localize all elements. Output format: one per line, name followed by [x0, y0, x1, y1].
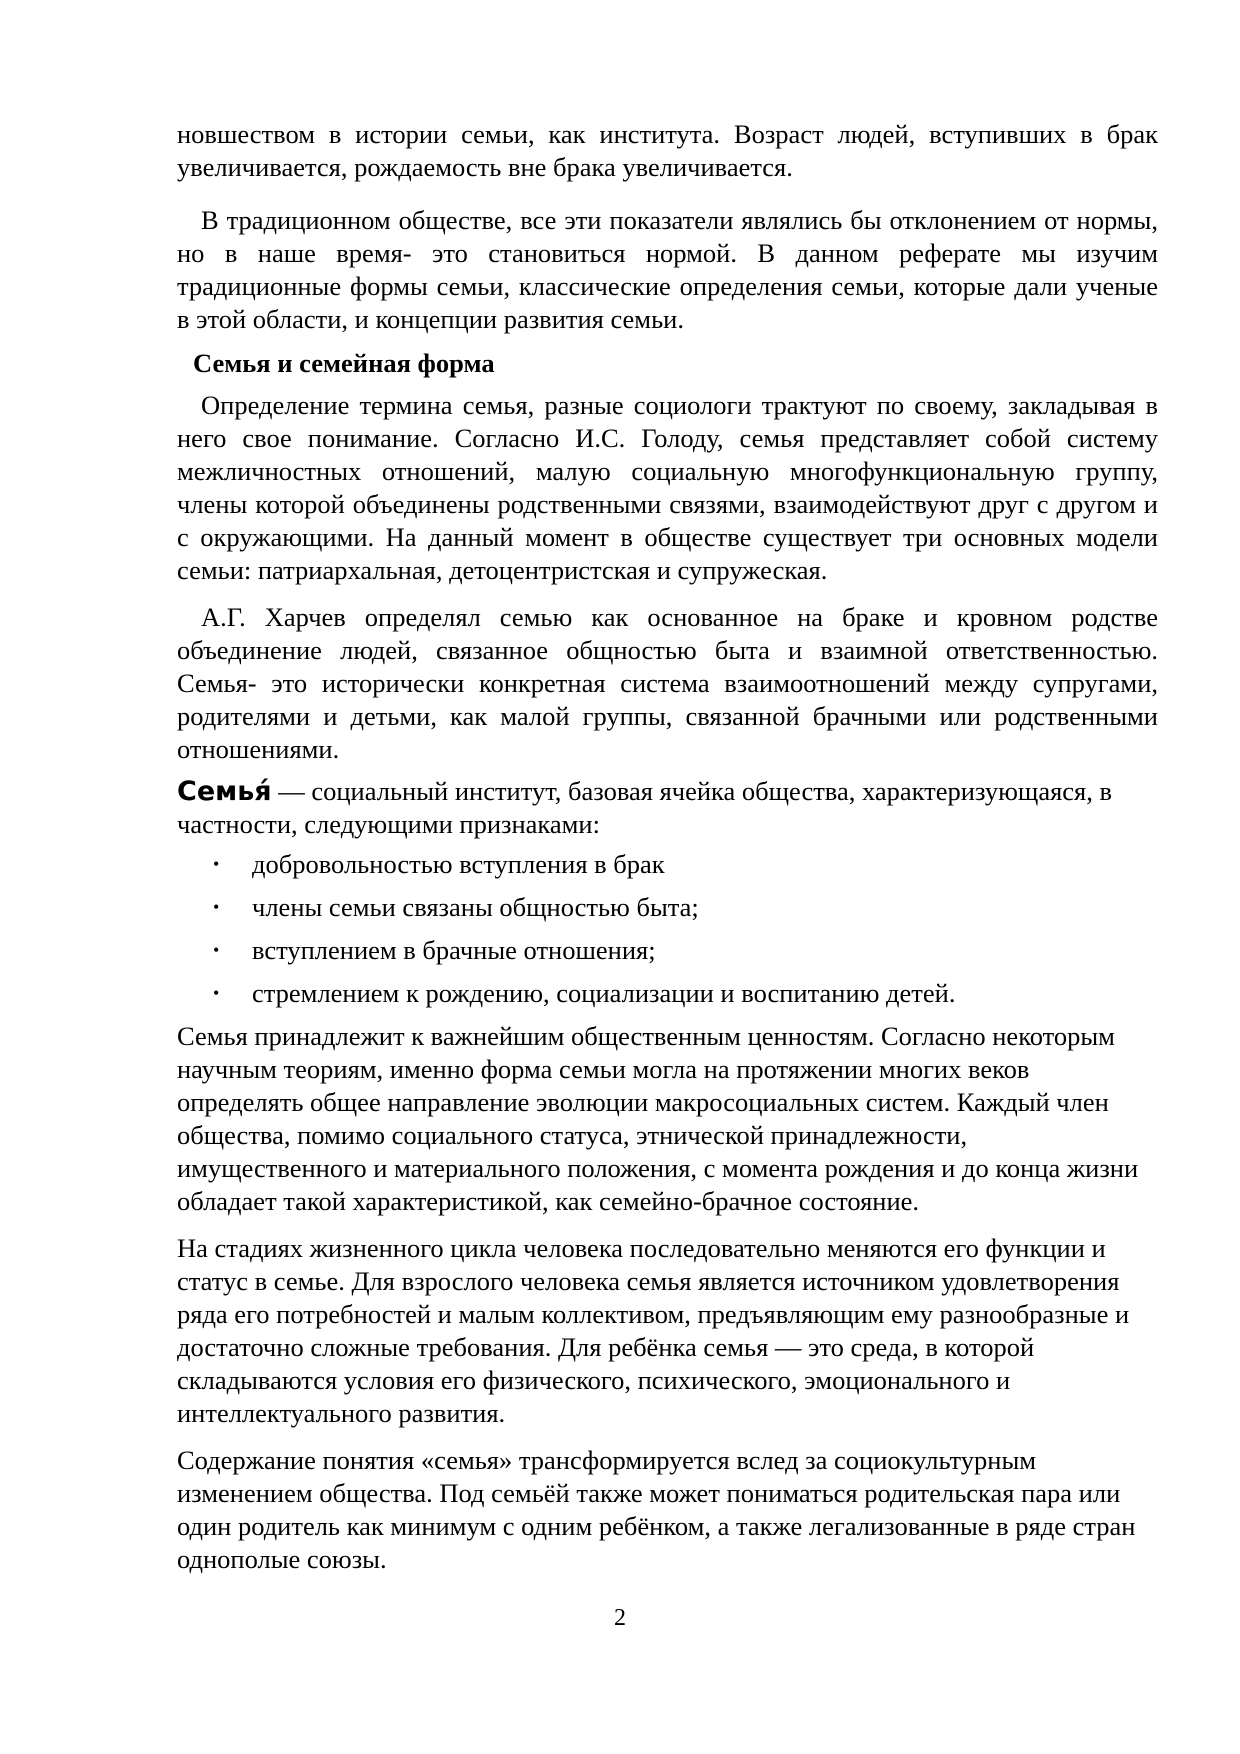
section-heading: Семья и семейная форма — [193, 348, 495, 378]
paragraph-life-cycle: На стадиях жизненного цикла человека последовательно меняются его функции и статус в семье. Для взрослого человека семья является источником удовлетворения ряда его потребностей и малым коллективом, предъявляющим ему разнообразные и достаточно сложные требования. Для ребёнка семья — это среда, в которой складываются условия его физического, психического, эмоционального и интеллектуального развития. — [177, 1233, 1130, 1428]
paragraph-traditional-society: В традиционном обществе, все эти показатели являлись бы отклонением от нормы, но в наше время- это становиться нормой. В данном реферате мы изучим традиционные формы семьи, классические определения семьи, которые дали ученые в этой области, и концепции развития семьи. — [177, 205, 1158, 334]
list-item: • вступлением в брачные отношения; — [213, 935, 656, 965]
bullet-icon: • — [213, 897, 220, 917]
paragraph-concept-transformation: Содержание понятия «семья» трансформируется вслед за социокультурным изменением общества. Под семьёй также может пониматься родительская пара или один родитель как минимум с одним ребёнком, а также легализованные в ряде стран однополые союзы. — [177, 1445, 1136, 1574]
bullet-icon: • — [213, 854, 220, 874]
paragraph-definition-golod: Определение термина семья, разные социологи трактуют по своему, закладывая в него свое понимание. Согласно И.С. Голоду, семья представляет собой систему межличностных отношений, малую социальную многофункциональную группу, члены которой объединены родственными связями, взаимодействуют друг с другом и с окружающими. На данный момент в обществе существует три основных модели семьи: патриархальная, детоцентристская и супружеская. — [177, 390, 1158, 585]
list-item: • стремлением к рождению, социализации и воспитанию детей. — [213, 978, 956, 1008]
paragraph-definition-kharchev: А.Г. Харчев определял семью как основанное на браке и кровном родстве объединение людей, связанное общностью быта и взаимной ответственностью. Семья- это исторически конкретная система взаимоотношений между супругами, родителями и детьми, как малой группы, связанной брачными или родственными отношениями. — [177, 602, 1158, 764]
paragraph-intro-continuation: новшеством в истории семьи, как института. Возраст людей, вступивших в брак увеличивается, рождаемость вне брака увеличивается. — [177, 119, 1158, 182]
list-item: • добровольностью вступления в брак — [213, 849, 665, 879]
paragraph-family-definition — [177, 775, 1158, 841]
page-number: 2 — [614, 1605, 626, 1631]
definition-text: — социальный институт, базовая ячейка общества, характеризующаяся, в частности, следующими признаками: — [177, 776, 1112, 839]
bullet-icon: • — [213, 983, 220, 1003]
paragraph-family-values: Семья принадлежит к важнейшим общественным ценностям. Согласно некоторым научным теориям, именно форма семьи могла на протяжении многих веков определять общее направление эволюции макросоциальных систем. Каждый член общества, помимо социального статуса, этнической принадлежности, имущественного и материального положения, с момента рождения и до конца жизни обладает такой характеристикой, как семейно-брачное состояние. — [177, 1021, 1139, 1216]
document-page — [177, 118, 1158, 1576]
list-item: • члены семьи связаны общностью быта; — [213, 892, 699, 922]
bullet-icon: • — [213, 940, 220, 960]
family-features-list — [177, 848, 1158, 1010]
definition-term: Семья́ — [177, 776, 272, 807]
